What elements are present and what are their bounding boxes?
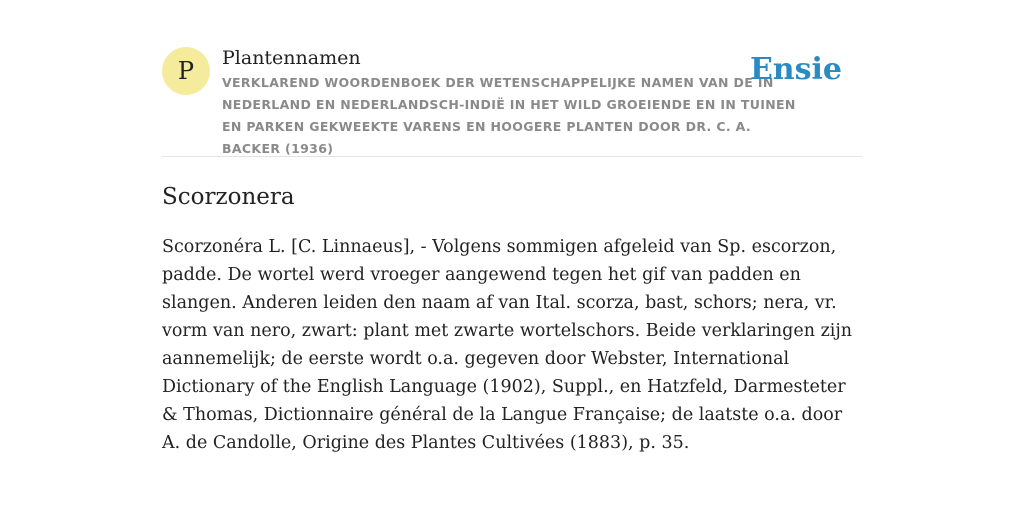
ensie-logo[interactable]: Ensie — [749, 52, 842, 87]
source-subtitle: VERKLAREND WOORDENBOEK DER WETENSCHAPPELIJKE NAMEN VAN DE IN NEDERLAND EN NEDERLANDSCH-INDIË IN HET WILD GROEIENDE EN IN TUINEN EN PARKEN GEKWEEKTE VARENS EN HOOGERE PLANTEN DOOR DR. C. A. BACKER (1936) — [222, 75, 796, 156]
entry — [162, 176, 862, 457]
source-avatar — [162, 47, 210, 95]
entry-definition: Scorzonéra L. [C. Linnaeus], - Volgens sommigen afgeleid van Sp. escorzon, padde. De wortel werd vroeger aangewend tegen het gif van padden en slangen. Anderen leiden den naam af van Ital. scorza, bast, schors; nera, vr. vorm van nero, zwart: plant met zwarte wortelschors. Beide verklaringen zijn aannemelijk; de eerste wordt o.a. gegeven door Webster, International Dictionary of the English Language (1902), Suppl., en Hatzfeld, Darmesteter & Thomas, Dictionnaire général de la Langue Française; de laatste o.a. door A. de Candolle, Origine des Plantes Cultivées (1883), p. 35. — [162, 237, 853, 453]
entry-headword: Scorzonera — [162, 184, 295, 210]
avatar-letter: P — [177, 57, 195, 85]
source-header — [162, 44, 862, 157]
source-meta — [222, 44, 802, 160]
source-title[interactable]: Plantennamen — [222, 47, 361, 69]
